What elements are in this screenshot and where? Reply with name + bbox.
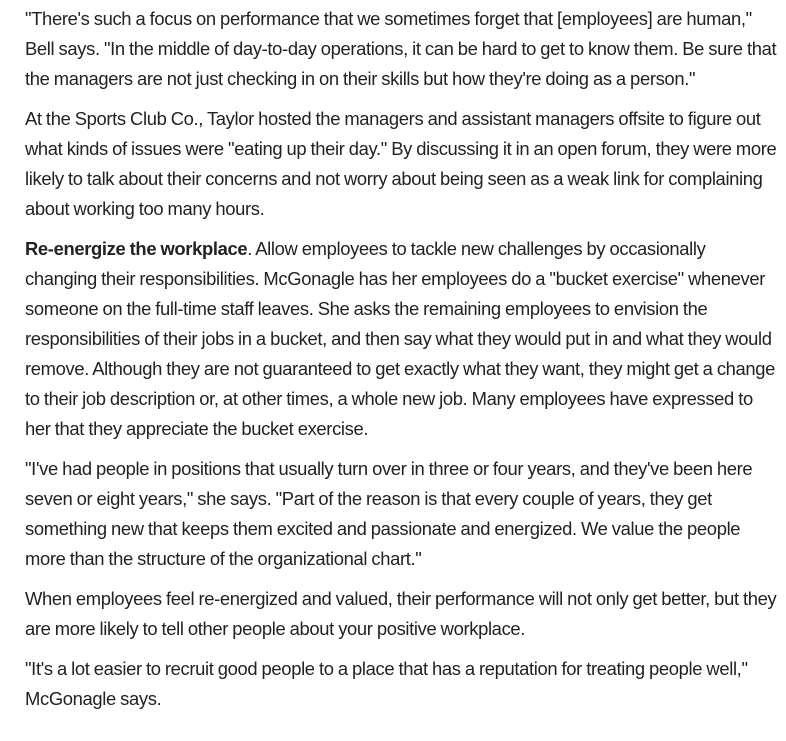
section-lead-heading: Re-energize the workplace bbox=[25, 238, 248, 259]
paragraph-text: When employees feel re-energized and valued, their performance will not only get better, but they are more likely to tell other people about your positive workplace. bbox=[25, 588, 777, 639]
paragraph-text: "It's a lot easier to recruit good people to a place that has a reputation for treating people well," McGonagle says. bbox=[25, 658, 748, 709]
paragraph-text: "I've had people in positions that usually turn over in three or four years, and they've been here seven or eight years," she says. "Part of the reason is that every couple of years, they get something new that keeps them excited and passionate and energized. We value the people more than the structure of the organizational chart." bbox=[25, 458, 753, 569]
paragraph-recruit-quote bbox=[25, 654, 777, 714]
paragraph-valued-employees bbox=[25, 584, 777, 644]
paragraph-sports-club bbox=[25, 104, 777, 224]
article-body bbox=[25, 4, 777, 724]
paragraph-performance-quote bbox=[25, 4, 777, 94]
paragraph-text: . Allow employees to tackle new challenges by occasionally changing their responsibilities. McGonagle has her employees do a "bucket exercise" whenever someone on the full-time staff leaves. She asks the remaining employees to envision the responsibilities of their jobs in a bucket, and then say what they would put in and what they would remove. Although they are not guaranteed to get exactly what they want, they might get a change to their job description or, at other times, a whole new job. Many employees have expressed to her that they appreciate the bucket exercise. bbox=[25, 238, 776, 439]
paragraph-positions-quote bbox=[25, 454, 777, 574]
paragraph-text: At the Sports Club Co., Taylor hosted the managers and assistant managers offsite to figure out what kinds of issues were "eating up their day." By discussing it in an open forum, they were more likely to talk about their concerns and not worry about being seen as a weak link for complaining about working too many hours. bbox=[25, 108, 777, 219]
paragraph-re-energize bbox=[25, 234, 777, 444]
paragraph-text: "There's such a focus on performance that we sometimes forget that [employees] are human," Bell says. "In the middle of day-to-day operations, it can be hard to get to know them. Be sure that the managers are not just checking in on their skills but how they're doing as a person." bbox=[25, 8, 777, 89]
